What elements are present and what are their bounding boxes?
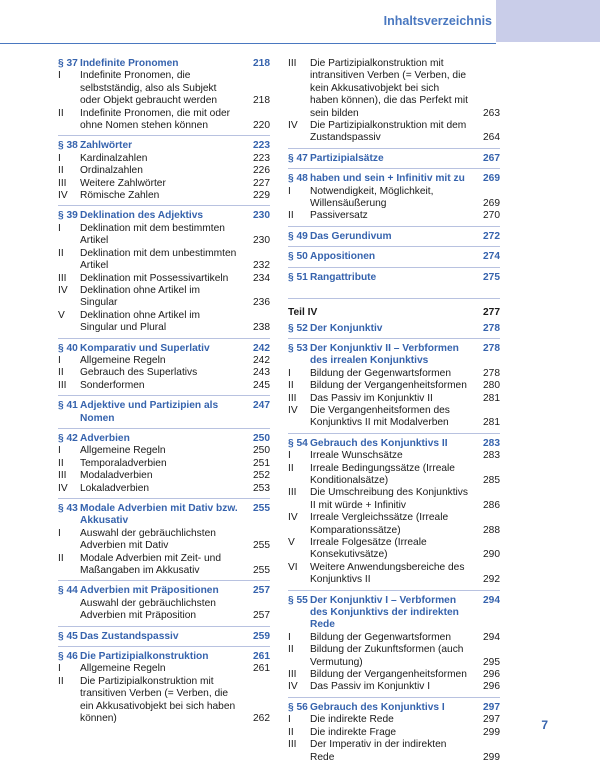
item-page: 292 bbox=[483, 574, 500, 586]
item-numeral: I bbox=[288, 450, 291, 462]
item-text: Deklination ohne Artikel im Singular und Plural bbox=[80, 309, 201, 334]
item-page: 295 bbox=[483, 656, 500, 668]
item-text: Ordinalzahlen bbox=[80, 165, 143, 177]
item-page: 281 bbox=[483, 417, 500, 429]
item-numeral: III bbox=[288, 392, 297, 404]
toc-item bbox=[288, 512, 500, 537]
teil-heading bbox=[288, 298, 500, 319]
section-heading bbox=[288, 595, 500, 632]
item-numeral: II bbox=[58, 247, 64, 259]
toc-item bbox=[58, 153, 270, 165]
section-title: Gebrauch des Konjunktivs I bbox=[310, 701, 445, 713]
toc-section bbox=[58, 58, 270, 132]
item-numeral: I bbox=[58, 152, 61, 164]
item-page: 245 bbox=[253, 379, 270, 391]
item-text: Auswahl der gebräuchlichsten Adverbien mit Präposition bbox=[80, 597, 216, 622]
section-page: 269 bbox=[483, 173, 500, 185]
section-number: § 46 bbox=[58, 651, 78, 663]
item-text: Temporaladverbien bbox=[80, 457, 167, 469]
section-number: § 53 bbox=[288, 342, 308, 354]
toc-item bbox=[58, 285, 270, 310]
item-text: Allgemeine Regeln bbox=[80, 354, 166, 366]
toc-section bbox=[288, 697, 500, 764]
item-numeral: III bbox=[288, 669, 297, 681]
item-numeral: V bbox=[58, 309, 65, 321]
item-numeral: IV bbox=[288, 404, 298, 416]
toc-section bbox=[58, 338, 270, 393]
section-number: § 48 bbox=[288, 173, 308, 185]
item-numeral: III bbox=[288, 487, 297, 499]
section-number: § 55 bbox=[288, 594, 308, 606]
toc-item bbox=[58, 458, 270, 470]
section-title: Komparativ und Superlativ bbox=[80, 342, 210, 354]
item-text: Das Passiv im Konjunktiv II bbox=[310, 392, 433, 404]
toc-item bbox=[288, 380, 500, 392]
item-text: Weitere Zahlwörter bbox=[80, 177, 166, 189]
section-page: 255 bbox=[253, 503, 270, 514]
toc-item bbox=[58, 355, 270, 367]
item-text: Modaladverbien bbox=[80, 470, 153, 482]
item-page: 220 bbox=[253, 120, 270, 132]
item-text: Notwendigkeit, Möglichkeit, Willensäußerung bbox=[310, 185, 434, 210]
section-heading bbox=[288, 702, 500, 714]
section-heading bbox=[58, 631, 270, 643]
section-title: Die Partizipialkonstruktion bbox=[80, 651, 209, 663]
toc-item bbox=[288, 669, 500, 681]
section-title: Der Konjunktiv I – Verbformen des Konjunktivs der indirekten Rede bbox=[310, 594, 459, 631]
section-page: 247 bbox=[253, 400, 270, 412]
item-text: Die Umschreibung des Konjunktivs II mit würde + Infinitiv bbox=[310, 487, 468, 511]
section-page: 278 bbox=[483, 342, 500, 354]
section-number: § 40 bbox=[58, 342, 78, 354]
toc-item bbox=[288, 186, 500, 211]
item-numeral: II bbox=[288, 210, 294, 222]
item-numeral: I bbox=[288, 631, 291, 643]
toc-item bbox=[288, 487, 500, 512]
section-heading bbox=[58, 58, 270, 70]
toc-item bbox=[58, 380, 270, 392]
section-number: § 43 bbox=[58, 503, 78, 514]
section-number: § 45 bbox=[58, 630, 78, 642]
item-numeral: IV bbox=[58, 482, 68, 494]
section-heading bbox=[58, 140, 270, 152]
item-text: Indefinite Pronomen, die selbstständig, also als Subjekt oder Objekt gebraucht werden bbox=[80, 70, 218, 107]
item-page: 227 bbox=[253, 177, 270, 189]
item-numeral: I bbox=[58, 663, 61, 675]
section-number: § 56 bbox=[288, 701, 308, 713]
toc-item bbox=[58, 223, 270, 248]
item-numeral: I bbox=[58, 354, 61, 366]
item-text: Irreale Wunschsätze bbox=[310, 450, 403, 462]
item-numeral: III bbox=[58, 470, 67, 482]
toc-item bbox=[288, 714, 500, 726]
section-title: Adverbien bbox=[80, 432, 130, 444]
item-text: Bildung der Vergangenheitsformen bbox=[310, 380, 467, 392]
item-numeral: III bbox=[58, 272, 67, 284]
toc-item bbox=[58, 190, 270, 202]
item-numeral: II bbox=[58, 675, 64, 687]
toc-item bbox=[58, 248, 270, 273]
section-title: Adjektive und Partizipien als Nomen bbox=[80, 400, 219, 424]
section-heading bbox=[58, 503, 270, 528]
item-numeral: II bbox=[58, 367, 64, 379]
toc-item bbox=[288, 644, 500, 669]
section-title: Der Konjunktiv II – Verbformen des irrealen Konjunktivs bbox=[310, 342, 459, 367]
section-title: Deklination des Adjektivs bbox=[80, 210, 204, 222]
section-number: § 44 bbox=[58, 585, 78, 597]
item-page: 230 bbox=[253, 235, 270, 247]
toc-item bbox=[288, 210, 500, 222]
toc-item bbox=[58, 108, 270, 133]
item-page: 297 bbox=[483, 714, 500, 726]
section-heading bbox=[288, 438, 500, 450]
item-numeral: I bbox=[288, 185, 291, 197]
section-heading bbox=[288, 343, 500, 368]
item-numeral: IV bbox=[58, 190, 68, 202]
item-text: Deklination mit Possessivartikeln bbox=[80, 272, 229, 284]
item-page: 294 bbox=[483, 631, 500, 643]
toc-section bbox=[58, 395, 270, 425]
item-page: 242 bbox=[253, 354, 270, 366]
toc-section bbox=[58, 428, 270, 495]
section-title: Der Konjunktiv bbox=[310, 322, 383, 334]
item-page: 299 bbox=[483, 751, 500, 763]
toc-item bbox=[58, 310, 270, 335]
item-numeral: II bbox=[288, 462, 294, 474]
item-page: 243 bbox=[253, 367, 270, 379]
section-title: haben und sein + Infinitiv mit zu bbox=[310, 173, 465, 185]
toc-section bbox=[288, 590, 500, 694]
item-text: Die Vergangenheitsformen des Konjunktivs II mit Modalverben bbox=[310, 404, 450, 429]
item-text: Römische Zahlen bbox=[80, 190, 160, 202]
toc-item bbox=[288, 727, 500, 739]
item-text: Irreale Folgesätze (Irreale Konsekutivsätze) bbox=[310, 537, 427, 561]
toc-item bbox=[288, 739, 500, 764]
item-page: 236 bbox=[253, 297, 270, 309]
section-number: § 52 bbox=[288, 322, 308, 334]
toc-item bbox=[288, 537, 500, 562]
toc-item bbox=[58, 178, 270, 190]
item-text: Allgemeine Regeln bbox=[80, 445, 166, 457]
item-text: Irreale Vergleichssätze (Irreale Komparationssätze) bbox=[310, 512, 449, 536]
toc-item bbox=[58, 553, 270, 578]
section-title: Indefinite Pronomen bbox=[80, 58, 179, 69]
toc-item bbox=[288, 58, 500, 120]
item-page: 251 bbox=[253, 457, 270, 469]
item-page: 299 bbox=[483, 726, 500, 738]
item-numeral: II bbox=[58, 107, 64, 119]
section-number: § 47 bbox=[288, 152, 308, 164]
item-page: 223 bbox=[253, 152, 270, 164]
item-text: Auswahl der gebräuchlichsten Adverbien mit Dativ bbox=[80, 527, 216, 552]
section-page: 250 bbox=[253, 432, 270, 444]
item-page: 263 bbox=[483, 107, 500, 119]
toc-item bbox=[288, 393, 500, 405]
toc-item bbox=[58, 445, 270, 457]
item-page: 252 bbox=[253, 470, 270, 482]
item-text: Lokaladverbien bbox=[80, 482, 150, 494]
item-text: Bildung der Zukunftsformen (auch Vermutung) bbox=[310, 644, 464, 668]
item-text: Der Imperativ in der indirekten Rede bbox=[310, 739, 447, 763]
section-number: § 37 bbox=[58, 58, 78, 69]
section-page: 278 bbox=[483, 322, 500, 334]
section-heading bbox=[58, 433, 270, 445]
item-page: 296 bbox=[483, 669, 500, 681]
section-number: § 50 bbox=[288, 251, 308, 263]
section-heading bbox=[58, 651, 270, 663]
toc-section-continued bbox=[288, 58, 500, 145]
section-page: 297 bbox=[483, 701, 500, 713]
item-text: Die Partizipialkonstruktion mit dem Zustandspassiv bbox=[310, 120, 467, 144]
section-title: Gebrauch des Konjunktivs II bbox=[310, 437, 448, 449]
page-header bbox=[0, 0, 600, 42]
item-page: 280 bbox=[483, 380, 500, 392]
item-text: Die Partizipialkonstruktion mit intransitiven Verben (= Verben, die kein Akkusativobjekt bei sich haben können), die das Perfekt mit sein bilden bbox=[310, 58, 469, 119]
item-page: 234 bbox=[253, 272, 270, 284]
section-page: 230 bbox=[253, 210, 270, 222]
item-page: 261 bbox=[253, 663, 270, 675]
section-number: § 49 bbox=[288, 230, 308, 242]
toc-left-column bbox=[58, 58, 270, 729]
item-numeral: I bbox=[58, 222, 61, 234]
item-numeral: IV bbox=[58, 284, 68, 296]
item-numeral: V bbox=[288, 537, 295, 548]
item-text: Sonderformen bbox=[80, 379, 145, 391]
toc-section bbox=[288, 246, 500, 263]
item-page: 262 bbox=[253, 713, 270, 725]
item-numeral: I bbox=[288, 714, 291, 726]
item-page: 270 bbox=[483, 210, 500, 222]
section-heading bbox=[288, 323, 500, 335]
item-text: Weitere Anwendungsbereiche des Konjunktivs II bbox=[310, 561, 465, 586]
section-page: 218 bbox=[253, 58, 270, 69]
item-page: 296 bbox=[483, 681, 500, 693]
item-numeral: II bbox=[58, 165, 64, 177]
item-page: 288 bbox=[483, 524, 500, 536]
section-heading bbox=[58, 585, 270, 597]
toc-item bbox=[58, 663, 270, 675]
section-heading bbox=[58, 343, 270, 355]
item-page: 250 bbox=[253, 445, 270, 457]
item-numeral: I bbox=[58, 527, 61, 539]
teil-page: 277 bbox=[483, 307, 500, 319]
item-text: Irreale Bedingungssätze (Irreale Konditionalsätze) bbox=[310, 462, 455, 486]
item-text: Deklination mit dem unbestimmten Artikel bbox=[80, 247, 237, 272]
header-color-block bbox=[496, 0, 600, 42]
item-numeral: III bbox=[58, 379, 67, 391]
toc-item bbox=[288, 632, 500, 644]
item-page: 232 bbox=[253, 260, 270, 272]
section-heading bbox=[58, 210, 270, 222]
item-numeral: III bbox=[288, 58, 297, 69]
item-page: 229 bbox=[253, 190, 270, 202]
toc-section bbox=[288, 148, 500, 165]
section-number: § 41 bbox=[58, 400, 78, 412]
section-heading bbox=[288, 251, 500, 263]
toc-item bbox=[58, 483, 270, 495]
item-text: Deklination ohne Artikel im Singular bbox=[80, 284, 201, 309]
section-number: § 51 bbox=[288, 271, 308, 283]
item-page: 257 bbox=[253, 610, 270, 622]
section-title: Rangattribute bbox=[310, 271, 377, 283]
item-text: Indefinite Pronomen, die mit oder ohne Nomen stehen können bbox=[80, 107, 231, 132]
item-text: Bildung der Gegenwartsformen bbox=[310, 631, 452, 643]
toc-item bbox=[58, 165, 270, 177]
section-page: 261 bbox=[253, 651, 270, 663]
toc-section bbox=[58, 580, 270, 622]
section-number: § 54 bbox=[288, 437, 308, 449]
toc-item bbox=[288, 120, 500, 145]
toc-section bbox=[288, 226, 500, 243]
item-page: 218 bbox=[253, 95, 270, 107]
section-title: Partizipialsätze bbox=[310, 152, 384, 164]
item-page: 255 bbox=[253, 540, 270, 552]
section-title: Zahlwörter bbox=[80, 140, 133, 152]
item-page: 290 bbox=[483, 549, 500, 561]
section-page: 267 bbox=[483, 152, 500, 164]
toc-item bbox=[58, 528, 270, 553]
section-number: § 42 bbox=[58, 432, 78, 444]
item-numeral: I bbox=[58, 445, 61, 457]
item-numeral: VI bbox=[288, 561, 298, 573]
toc-section bbox=[288, 338, 500, 430]
section-page: 223 bbox=[253, 140, 270, 152]
item-text: Das Passiv im Konjunktiv I bbox=[310, 681, 431, 693]
item-text: Die indirekte Rede bbox=[310, 714, 394, 726]
toc-item bbox=[288, 450, 500, 462]
item-numeral: I bbox=[288, 367, 291, 379]
toc-section bbox=[58, 626, 270, 643]
toc-item bbox=[288, 463, 500, 488]
teil-title: Teil IV bbox=[288, 307, 318, 319]
item-text: Die indirekte Frage bbox=[310, 726, 397, 738]
toc-section bbox=[58, 205, 270, 334]
item-numeral: II bbox=[288, 726, 294, 738]
section-heading bbox=[288, 153, 500, 165]
page-number: 7 bbox=[541, 718, 548, 732]
toc-section bbox=[288, 168, 500, 223]
item-page: 264 bbox=[483, 132, 500, 144]
section-title: Das Zustandspassiv bbox=[80, 630, 179, 642]
section-heading bbox=[288, 231, 500, 243]
item-numeral: II bbox=[288, 380, 294, 392]
section-title: Das Gerundivum bbox=[310, 230, 392, 242]
item-numeral: III bbox=[58, 177, 67, 189]
item-page: 253 bbox=[253, 482, 270, 494]
toc-item bbox=[288, 405, 500, 430]
item-numeral: II bbox=[288, 644, 294, 656]
section-title: Appositionen bbox=[310, 251, 376, 263]
toc-item bbox=[58, 470, 270, 482]
toc-section bbox=[288, 433, 500, 587]
item-numeral: II bbox=[58, 552, 64, 564]
section-page: 294 bbox=[483, 594, 500, 606]
item-numeral: IV bbox=[288, 681, 298, 693]
section-title: Adverbien mit Präpositionen bbox=[80, 585, 219, 597]
section-heading bbox=[288, 272, 500, 284]
section-page: 274 bbox=[483, 251, 500, 263]
toc-item bbox=[288, 368, 500, 380]
item-numeral: III bbox=[288, 739, 297, 751]
section-page: 283 bbox=[483, 437, 500, 449]
item-text: Allgemeine Regeln bbox=[80, 663, 166, 675]
toc-plain-item bbox=[58, 598, 270, 623]
item-text: Bildung der Vergangenheitsformen bbox=[310, 669, 467, 681]
item-page: 281 bbox=[483, 392, 500, 404]
item-text: Modale Adverbien mit Zeit- und Maßangaben im Akkusativ bbox=[80, 552, 221, 577]
section-heading bbox=[288, 173, 500, 185]
toc-item bbox=[288, 681, 500, 693]
item-text: Deklination mit dem bestimmten Artikel bbox=[80, 222, 225, 247]
section-page: 257 bbox=[253, 585, 270, 597]
item-page: 285 bbox=[483, 474, 500, 486]
toc-section bbox=[58, 498, 270, 577]
item-numeral: IV bbox=[288, 512, 298, 524]
section-heading bbox=[58, 400, 270, 425]
toc-section bbox=[288, 323, 500, 335]
header-rule bbox=[0, 43, 496, 44]
header-title: Inhaltsverzeichnis bbox=[383, 14, 492, 28]
item-text: Passiversatz bbox=[310, 210, 368, 222]
item-text: Kardinalzahlen bbox=[80, 152, 148, 164]
section-number: § 39 bbox=[58, 210, 78, 222]
section-page: 259 bbox=[253, 630, 270, 642]
item-numeral: IV bbox=[288, 120, 298, 132]
item-page: 255 bbox=[253, 565, 270, 577]
item-page: 269 bbox=[483, 198, 500, 210]
section-number: § 38 bbox=[58, 140, 78, 152]
toc-item bbox=[58, 70, 270, 107]
section-page: 275 bbox=[483, 271, 500, 283]
toc-item bbox=[288, 562, 500, 587]
toc-section bbox=[288, 267, 500, 284]
toc-item bbox=[58, 676, 270, 726]
toc-right-column bbox=[288, 58, 500, 767]
section-page: 242 bbox=[253, 342, 270, 354]
section-title: Modale Adverbien mit Dativ bzw. Akkusativ bbox=[80, 503, 238, 527]
section-page: 272 bbox=[483, 230, 500, 242]
toc-item bbox=[58, 367, 270, 379]
item-text: Gebrauch des Superlativs bbox=[80, 367, 198, 379]
toc-item bbox=[58, 273, 270, 285]
item-page: 286 bbox=[483, 499, 500, 511]
toc-section bbox=[58, 646, 270, 725]
item-page: 238 bbox=[253, 322, 270, 334]
item-page: 278 bbox=[483, 367, 500, 379]
item-page: 226 bbox=[253, 165, 270, 177]
item-numeral: II bbox=[58, 457, 64, 469]
item-text: Bildung der Gegenwartsformen bbox=[310, 367, 452, 379]
item-text: Die Partizipialkonstruktion mit transitiven Verben (= Verben, die ein Akkusativobjekt bei sich haben können) bbox=[80, 675, 236, 725]
item-page: 283 bbox=[483, 450, 500, 462]
item-numeral: I bbox=[58, 70, 61, 82]
toc-section bbox=[58, 135, 270, 202]
